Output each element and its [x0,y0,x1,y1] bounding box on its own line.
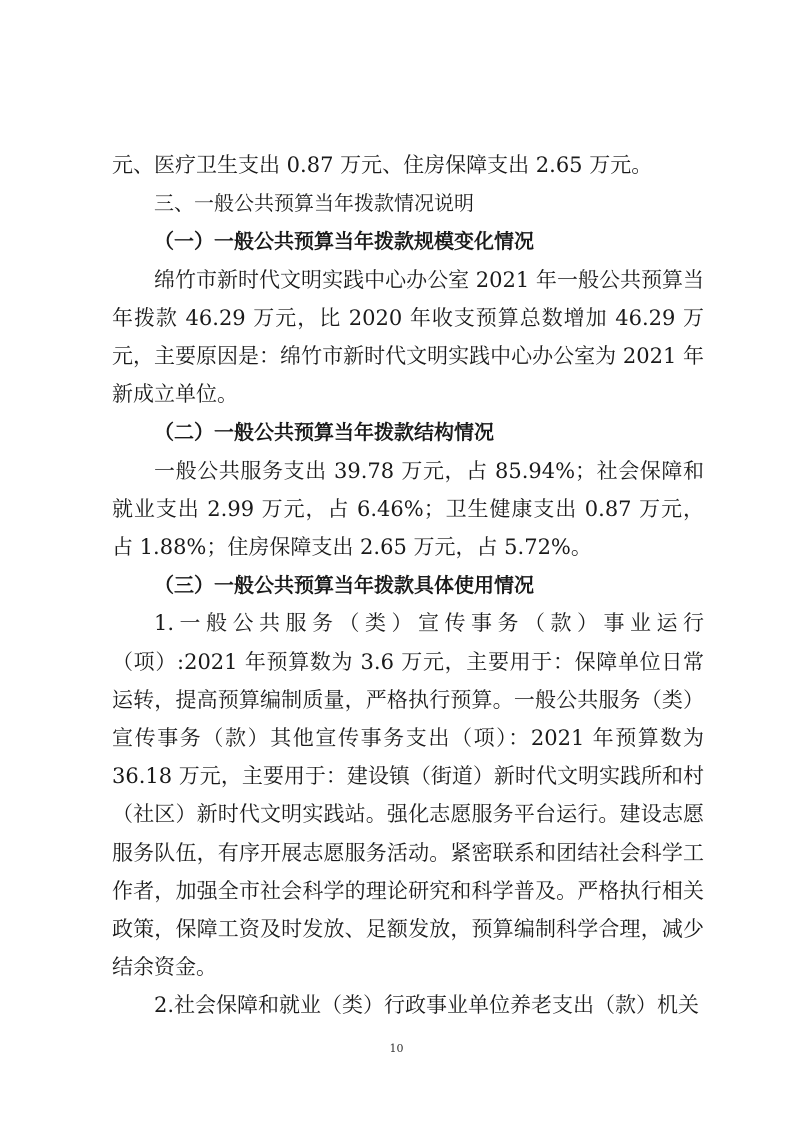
body-paragraph-scale-change: 绵竹市新时代文明实践中心办公室 2021 年一般公共预算当年拨款 46.29 万元，比 2020 年收支预算总数增加 46.29 万元，主要原因是：绵竹市新时代文明实践中心办公室为 2021 年新成立单位。 [112,267,704,407]
subsection-heading-structure: （二）一般公共预算当年拨款结构情况 [154,420,494,445]
body-paragraph-structure: 一般公共服务支出 39.78 万元，占 85.94%；社会保障和就业支出 2.99 万元，占 6.46%；卫生健康支出 0.87 万元，占 1.88%；住房保障支出 2.65 万元，占 5.72%。 [112,458,704,560]
body-paragraph-usage-2: 2.社会保障和就业（类）行政事业单位养老支出（款）机关 [154,993,700,1018]
section-heading: 三、一般公共预算当年拨款情况说明 [154,191,474,216]
page-number: 10 [389,1042,404,1055]
body-paragraph-usage-1: 1.一般公共服务（类）宣传事务（款）事业运行（项）:2021 年预算数为 3.6 万元，主要用于：保障单位日常运转，提高预算编制质量，严格执行预算。一般公共服务（类）宣传事务（款）其他宣传事务支出（项）：2021 年预算数为 36.18 万元，主要用于：建设镇（街道）新时代文明实践所和村（社区）新时代文明实践站。强化志愿服务平台运行。建设志愿服务队伍，有序开展志愿服务活动。紧密联系和团结社会科学工作者，加强全市社会科学的理论研究和科学普及。严格执行相关政策，保障工资及时发放、足额发放，预算编制科学合理，减少结余资金。 [112,611,704,980]
document-body [112,146,704,1025]
continuation-paragraph: 元、医疗卫生支出 0.87 万元、住房保障支出 2.65 万元。 [112,153,653,177]
subsection-heading-usage: （三）一般公共预算当年拨款具体使用情况 [154,573,534,598]
subsection-heading-scale-change: （一）一般公共预算当年拨款规模变化情况 [154,229,534,254]
